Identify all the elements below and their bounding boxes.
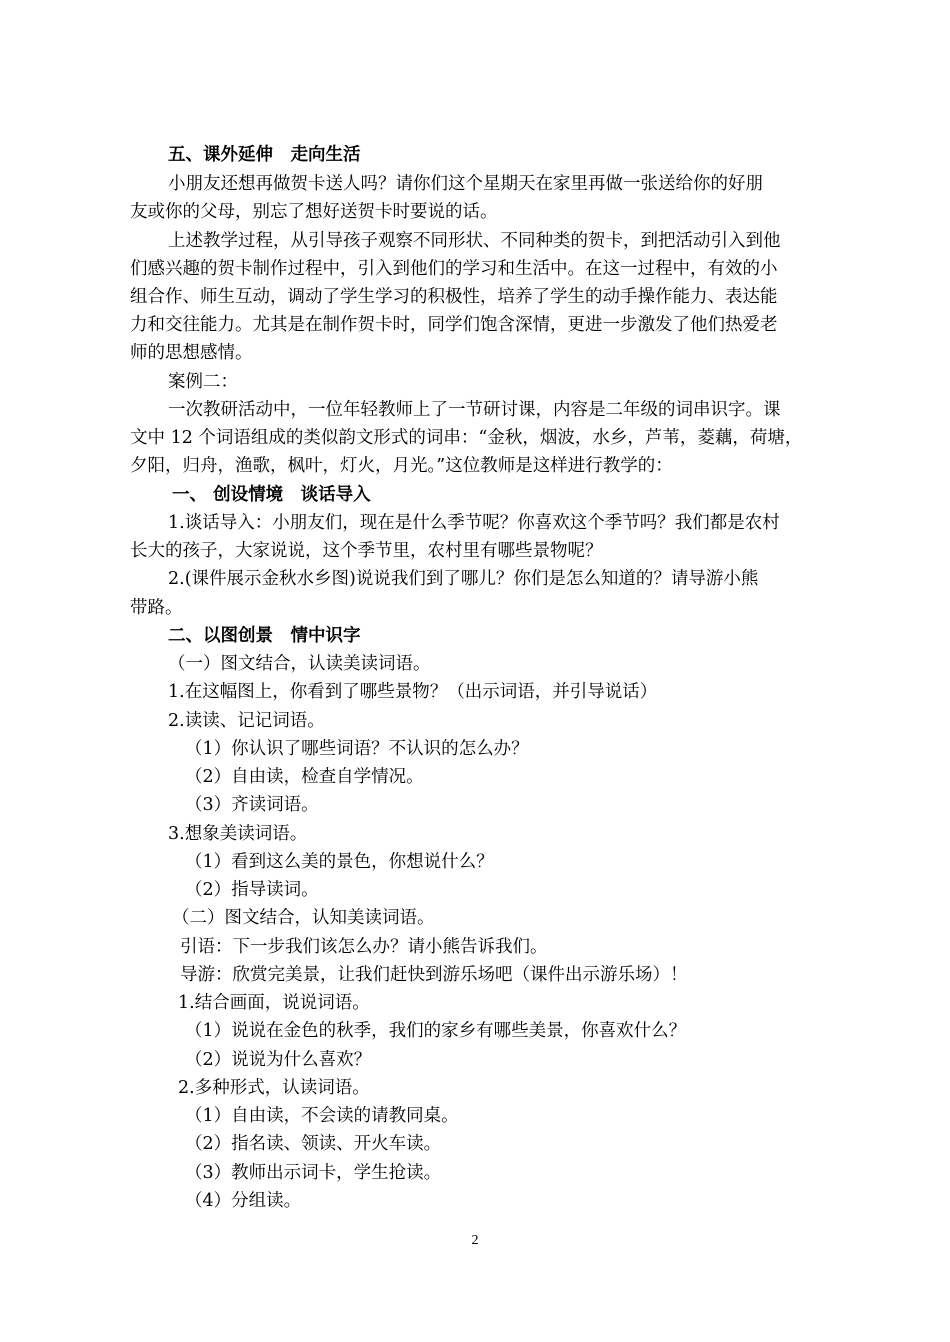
paragraph-line: 2.(课件展示金秋水乡图)说说我们到了哪儿？你们是怎么知道的？请导游小熊 — [168, 569, 759, 589]
list-item: （2）指名读、领读、开火车读。 — [185, 1134, 442, 1154]
paragraph-line: 小朋友还想再做贺卡送人吗？请你们这个星期天在家里再做一张送给你的好朋 — [168, 174, 763, 194]
paragraph-line: 友或你的父母，别忘了想好送贺卡时要说的话。 — [130, 202, 498, 222]
list-item: （3）齐读词语。 — [185, 795, 319, 815]
paragraph-line: 带路。 — [130, 598, 183, 618]
list-item: （3）教师出示词卡，学生抢读。 — [185, 1163, 442, 1183]
paragraph-line: 上述教学过程，从引导孩子观察不同形状、不同种类的贺卡，到把活动引入到他 — [168, 231, 781, 251]
list-item: （2）自由读，检查自学情况。 — [185, 767, 424, 787]
list-item: 3.想象美读词语。 — [168, 824, 308, 844]
paragraph-line: 文中 12 个词语组成的类似韵文形式的词串：“金秋，烟波，水乡，芦苇，菱藕，荷塘， — [130, 428, 803, 448]
list-item: （4）分组读。 — [185, 1191, 302, 1211]
list-item: 1.结合画面，说说词语。 — [178, 993, 370, 1013]
subsection-heading: （二）图文结合，认知美读词语。 — [172, 908, 435, 928]
paragraph-line: 一次教研活动中，一位年轻教师上了一节研讨课，内容是二年级的词串识字。课 — [168, 400, 781, 420]
list-item: （2）指导读词。 — [185, 880, 319, 900]
paragraph-line: 1.谈话导入：小朋友们，现在是什么季节呢？你喜欢这个季节吗？我们都是农村 — [168, 513, 780, 533]
list-item: （2）说说为什么喜欢？ — [185, 1050, 372, 1070]
paragraph-line: 们感兴趣的贺卡制作过程中，引入到他们的学习和生活中。在这一过程中，有效的小 — [130, 259, 778, 279]
paragraph-line: 长大的孩子，大家说说，这个季节里，农村里有哪些景物呢？ — [130, 541, 603, 561]
list-item: （1）你认识了哪些词语？不认识的怎么办？ — [185, 739, 529, 759]
list-item: 2.多种形式，认读词语。 — [178, 1078, 370, 1098]
paragraph-line: 夕阳，归舟，渔歌，枫叶，灯火，月光。”这位教师是这样进行教学的： — [130, 456, 673, 476]
section-heading: 二、以图创景 情中识字 — [168, 626, 361, 646]
list-item: 2.读读、记记词语。 — [168, 711, 325, 731]
list-item: 1.在这幅图上，你看到了哪些景物？（出示词语，并引导说话） — [168, 682, 658, 702]
paragraph-line: 导游：欣赏完美景，让我们赶快到游乐场吧（课件出示游乐场）！ — [180, 965, 688, 985]
paragraph-line: 引语：下一步我们该怎么办？请小熊告诉我们。 — [180, 937, 548, 957]
list-item: （1）看到这么美的景色，你想说什么？ — [185, 852, 494, 872]
page-number: 2 — [471, 1233, 479, 1248]
subsection-heading: （一）图文结合，认读美读词语。 — [168, 654, 431, 674]
paragraph-line: 组合作、师生互动，调动了学生学习的积极性，培养了学生的动手操作能力、表达能 — [130, 287, 778, 307]
paragraph-line: 师的思想感情。 — [130, 343, 253, 363]
case-heading: 案例二： — [168, 372, 238, 392]
list-item: （1）说说在金色的秋季，我们的家乡有哪些美景，你喜欢什么？ — [185, 1021, 687, 1041]
list-item: （1）自由读，不会读的请教同桌。 — [185, 1106, 459, 1126]
section-heading: 五、课外延伸 走向生活 — [168, 145, 361, 165]
paragraph-line: 力和交往能力。尤其是在制作贺卡时，同学们饱含深情，更进一步激发了他们热爱老 — [130, 315, 778, 335]
section-heading: 一、 创设情境 谈话导入 — [172, 485, 371, 505]
